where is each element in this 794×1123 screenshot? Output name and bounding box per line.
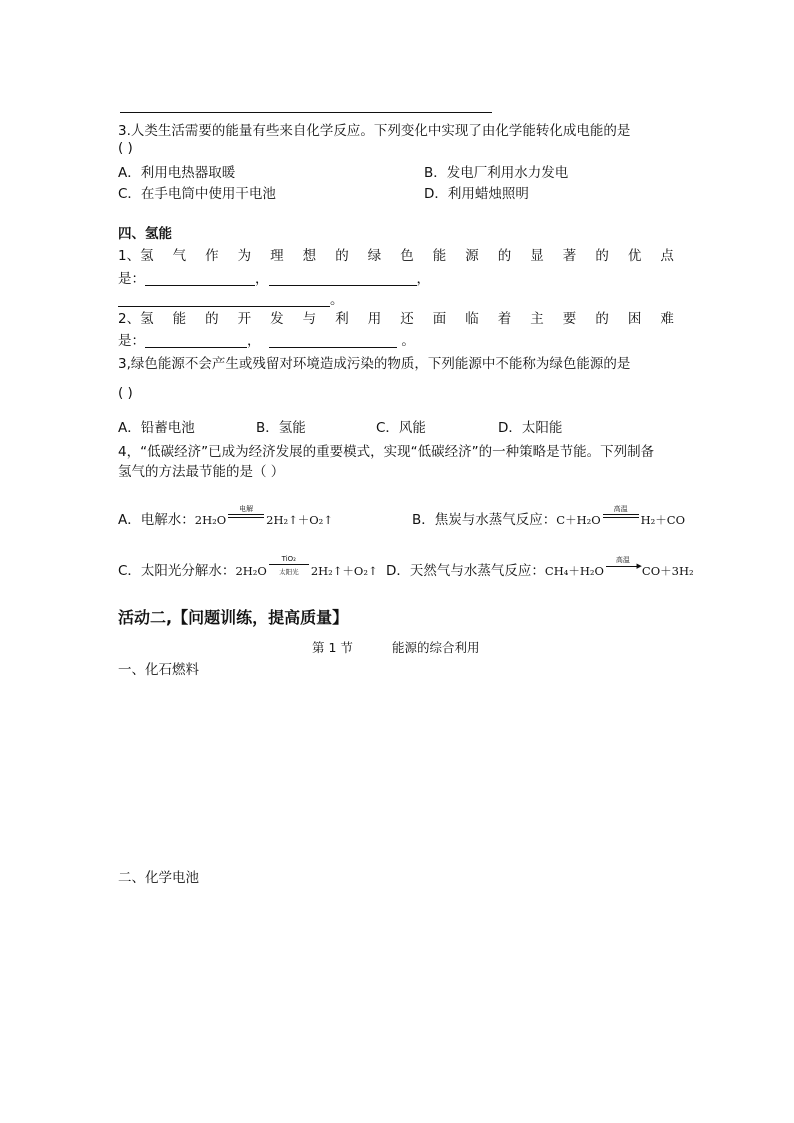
section-hydrogen-title: 四、氢能	[118, 226, 172, 242]
hydrogen-q2-char: 困	[627, 311, 642, 327]
hydrogen-q3-option-b: B．氢能	[256, 420, 306, 436]
hydrogen-q1-char: 1、氢	[118, 248, 154, 264]
hydrogen-q3-stem: 3,绿色能源不会产生或残留对环境造成污染的物质，下列能源中不能称为绿色能源的是	[118, 356, 631, 372]
hydrogen-q1-char: 点	[660, 248, 674, 264]
answer-blank[interactable]	[118, 292, 330, 307]
question-3-answer-paren: ( )	[118, 140, 133, 156]
hydrogen-q2-line	[118, 307, 674, 327]
hydrogen-q2-char: 的	[205, 311, 219, 327]
reaction-condition-equals: 高温	[603, 512, 639, 526]
question-3-option-d: D．利用蜡烛照明	[424, 186, 529, 202]
question-3-option-c: C．在手电筒中使用干电池	[118, 186, 276, 202]
hydrogen-q1-answer-line: 是： ， ，	[118, 271, 430, 287]
hydrogen-q2-char: 2、氢	[118, 311, 154, 327]
hydrogen-q1-char: 色	[400, 248, 414, 264]
hydrogen-q3-option-c: C．风能	[376, 420, 426, 436]
hydrogen-q1-char: 的	[497, 248, 512, 264]
section-subtitle: 能源的综合利用	[392, 640, 480, 655]
hydrogen-q2-char: 着	[497, 311, 512, 327]
hydrogen-q1-char: 的	[335, 248, 349, 264]
hydrogen-q1-char: 理	[270, 248, 284, 264]
answer-blank[interactable]	[145, 271, 255, 286]
answer-blank[interactable]	[145, 333, 247, 348]
question-3-option-b: B．发电厂利用水力发电	[424, 165, 569, 181]
top-divider-line	[120, 112, 492, 113]
hydrogen-q3-option-d: D．太阳能	[498, 420, 563, 436]
chemical-battery-heading: 二、化学电池	[118, 870, 199, 886]
reaction-condition-line: TiO₂ 太阳光	[269, 563, 309, 577]
answer-blank[interactable]	[269, 333, 397, 348]
hydrogen-q4-option-b: B．焦炭与水蒸气反应：C＋H₂O 高温 H₂＋CO	[412, 505, 686, 528]
hydrogen-q2-char: 利	[335, 311, 349, 327]
hydrogen-q2-char: 的	[595, 311, 609, 327]
answer-blank[interactable]	[269, 271, 417, 286]
hydrogen-q4-option-c: C．太阳光分解水：2H₂O TiO₂ 太阳光 2H₂↑＋O₂↑	[118, 555, 378, 579]
hydrogen-q4-stem-line-2: 氢气的方法最节能的是（ ）	[118, 464, 285, 480]
hydrogen-q1-char: 想	[302, 248, 317, 264]
hydrogen-q2-char: 开	[237, 311, 252, 327]
hydrogen-q2-char: 临	[465, 311, 479, 327]
hydrogen-q1-char: 著	[562, 248, 577, 264]
activity-2-title: 活动二,【问题训练，提高质量】	[118, 608, 349, 627]
hydrogen-q2-char: 主	[530, 311, 544, 327]
arrow-right-icon: ▶	[636, 562, 642, 570]
hydrogen-q2-char: 能	[172, 311, 187, 327]
hydrogen-q1-char: 能	[432, 248, 447, 264]
hydrogen-q2-char: 用	[367, 311, 382, 327]
fossil-fuels-heading: 一、化石燃料	[118, 662, 199, 678]
reaction-condition-arrow: 高温 ▶	[606, 563, 640, 577]
reaction-condition-equals: 电解	[228, 512, 264, 526]
hydrogen-q1-line	[118, 244, 674, 264]
hydrogen-q4-stem-line-1: 4，“低碳经济”已成为经济发展的重要模式，实现“低碳经济”的一种策略是节能。下列制备	[118, 444, 655, 460]
hydrogen-q1-char: 绿	[367, 248, 382, 264]
hydrogen-q3-option-a: A．铅蓄电池	[118, 420, 195, 436]
hydrogen-q1-char: 源	[465, 248, 479, 264]
hydrogen-q4-option-a: A．电解水：2H₂O 电解 2H₂↑＋O₂↑	[118, 505, 333, 528]
hydrogen-q2-answer-line: 是： ， 。	[118, 333, 415, 349]
hydrogen-q2-char: 发	[270, 311, 284, 327]
question-3-option-a: A．利用电热器取暖	[118, 165, 236, 181]
hydrogen-q1-answer-line-2: 。	[118, 288, 344, 308]
hydrogen-q1-char: 优	[627, 248, 642, 264]
hydrogen-q2-char: 要	[562, 311, 577, 327]
hydrogen-q1-char: 的	[595, 248, 609, 264]
question-3-stem: 3.人类生活需要的能量有些来自化学反应。下列变化中实现了由化学能转化成电能的是	[118, 123, 631, 139]
hydrogen-q1-char: 为	[237, 248, 252, 264]
section-number: 第 1 节	[312, 640, 353, 655]
hydrogen-q2-char: 面	[432, 311, 447, 327]
hydrogen-q2-char: 还	[400, 311, 414, 327]
hydrogen-q3-answer-paren: ( )	[118, 385, 133, 401]
hydrogen-q2-char: 难	[660, 311, 674, 327]
hydrogen-q1-char: 气	[172, 248, 187, 264]
hydrogen-q1-char: 显	[530, 248, 544, 264]
hydrogen-q2-char: 与	[302, 311, 317, 327]
hydrogen-q4-option-d: D．天然气与水蒸气反应：CH₄＋H₂O 高温 ▶ CO＋3H₂	[386, 556, 694, 579]
hydrogen-q1-char: 作	[205, 248, 219, 264]
